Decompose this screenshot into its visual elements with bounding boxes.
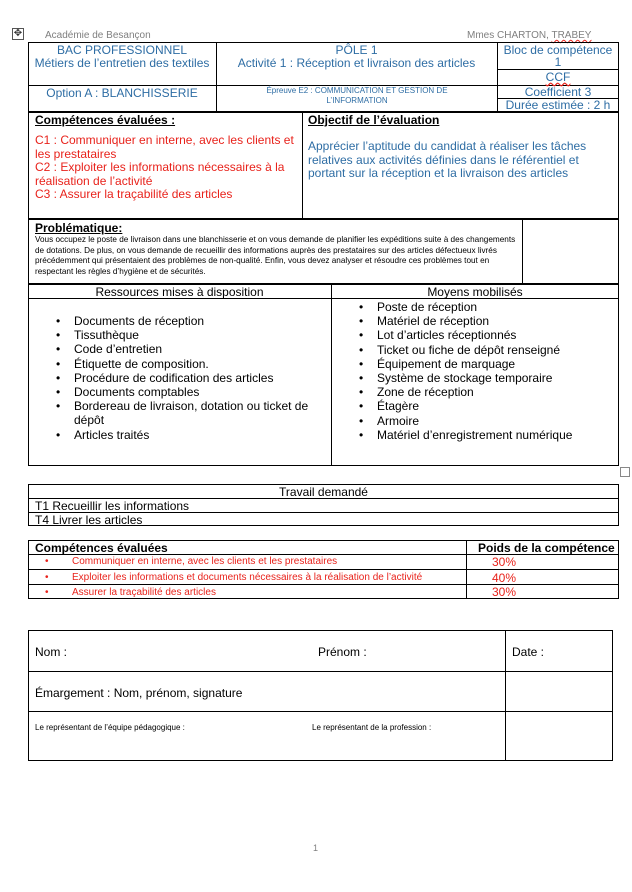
list-item: • Matériel de réception	[357, 314, 612, 328]
table-row	[45, 587, 216, 598]
coefficient-label: Coefficient 3	[524, 85, 592, 99]
poids-row-weight: 30%	[492, 585, 517, 599]
bloc-competence	[497, 44, 619, 68]
pole-line1: PÔLE 1	[335, 43, 378, 57]
travail-t1: T1 Recueillir les informations	[35, 499, 190, 513]
competences-list	[35, 134, 297, 202]
pole-line2: Activité 1 : Réception et livraison des articles	[237, 56, 476, 70]
poids-row-weight: 40%	[492, 571, 517, 585]
list-item: • Documents comptables	[54, 385, 316, 399]
ressources-title: Ressources mises à disposition	[95, 285, 264, 299]
list-item: • Bordereau de livraison, dotation ou ticket de dépôt	[54, 399, 316, 427]
competence-c1: C1 : Communiquer en interne, avec les clients et les prestataires	[35, 133, 294, 161]
problematique-title: Problématique:	[35, 221, 123, 235]
bloc-line1: Bloc de compétence	[503, 43, 613, 57]
rep-equipe-label: Le représentant de l’équipe pédagogique :	[35, 723, 185, 732]
ccf-label: CCF	[545, 70, 571, 84]
nom-field[interactable]: Nom :	[35, 645, 68, 659]
bullet-icon: •	[45, 572, 49, 583]
bullet-icon: •	[45, 587, 49, 598]
table-row	[45, 556, 338, 567]
list-item: • Tissuthèque	[54, 328, 316, 342]
objectif-title: Objectif de l’évaluation	[308, 113, 440, 127]
travail-title: Travail demandé	[279, 485, 368, 499]
list-item: • Documents de réception	[54, 314, 316, 328]
signature-divider	[28, 671, 613, 672]
program-title	[28, 44, 216, 70]
list-item: • Zone de réception	[357, 385, 612, 399]
list-item: • Poste de réception	[357, 300, 612, 314]
poids-row-weight: 30%	[492, 555, 517, 569]
authors-prefix: Mmes CHARTON,	[467, 30, 552, 41]
ressources-moyens-divider	[331, 284, 332, 466]
list-item: • Système de stockage temporaire	[357, 371, 612, 385]
competences-title: Compétences évaluées :	[35, 113, 176, 127]
list-item: • Code d’entretien	[54, 342, 316, 356]
list-item: • Ticket ou fiche de dépôt renseigné	[357, 343, 612, 357]
program-line2: Métiers de l’entretien des textiles	[34, 56, 210, 70]
list-item: • Étiquette de composition.	[54, 357, 316, 371]
travail-t4: T4 Livrer les articles	[35, 513, 143, 527]
rep-profession-label: Le représentant de la profession :	[312, 723, 432, 732]
list-item: • Matériel d’enregistrement numérique	[357, 428, 612, 442]
program-line1: BAC PROFESSIONNEL	[56, 43, 188, 57]
poids-divider	[28, 569, 619, 570]
duree-label: Durée estimée : 2 h	[505, 98, 611, 112]
list-item: • Articles traités	[54, 428, 316, 442]
moyens-list	[357, 300, 612, 442]
problematique-text: Vous occupez le poste de livraison dans une blanchisserie et on vous demande de planifier les expéditions suite à des changements de dotations. De plus, on vous demande de recueillir des informations auprès des prestataires sur des articles défectueux livrés précédemment qui présentaient des problèmes de non-qualité. Enfin, vous devez analyser et résoudre ces problèmes tout en respectant les règles d’hygiène et de sécurités.	[35, 235, 516, 276]
competences-objectif-divider	[302, 112, 303, 219]
poids-row-label: Exploiter les informations et documents nécessaires à la réalisation de l’activité	[72, 572, 423, 583]
list-item: • Procédure de codification des articles	[54, 371, 316, 385]
list-item: • Étagère	[357, 399, 612, 413]
list-item: • Armoire	[357, 414, 612, 428]
table-resize-handle[interactable]	[620, 467, 630, 477]
date-field[interactable]: Date :	[512, 645, 545, 659]
authors-underlined: TRABEY	[551, 30, 592, 41]
bullet-icon: •	[45, 556, 49, 567]
competence-c2: C2 : Exploiter les informations nécessaires à la réalisation de l’activité	[35, 160, 285, 188]
competence-c3: C3 : Assurer la traçabilité des articles	[35, 187, 233, 201]
poids-row-label: Assurer la traçabilité des articles	[72, 587, 216, 598]
option-label: Option A : BLANCHISSERIE	[46, 86, 198, 100]
authors-label	[467, 30, 591, 41]
signature-divider	[505, 630, 506, 761]
signature-divider	[28, 711, 613, 712]
prenom-field[interactable]: Prénom :	[318, 645, 367, 659]
academy-label: Académie de Besançon	[45, 30, 151, 41]
objectif-text: Apprécier l’aptitude du candidat à réaliser les tâches relatives aux activités définies dans le référentiel et portant sur la réception et la livraison des articles	[308, 139, 587, 180]
page-number: 1	[313, 843, 319, 853]
bloc-line2: 1	[554, 55, 562, 69]
list-item: • Équipement de marquage	[357, 357, 612, 371]
table-move-handle-icon[interactable]: ✥	[13, 28, 23, 39]
ressources-list	[54, 314, 316, 442]
list-item: • Lot d’articles réceptionnés	[357, 328, 612, 342]
poids-col1-header: Compétences évaluées	[35, 541, 168, 555]
table-row	[45, 572, 423, 583]
pole-title	[216, 44, 497, 70]
emargement-label: Émargement : Nom, prénom, signature	[35, 686, 243, 700]
epreuve-label: Épreuve E2 : COMMUNICATION ET GESTION DE L’INFORMATION	[266, 86, 448, 105]
poids-col2-header: Poids de la compétence	[478, 541, 615, 555]
poids-divider	[28, 584, 619, 585]
moyens-title: Moyens mobilisés	[427, 285, 523, 299]
problematique-divider	[522, 219, 523, 284]
poids-row-label: Communiquer en interne, avec les clients et les prestataires	[72, 556, 338, 567]
